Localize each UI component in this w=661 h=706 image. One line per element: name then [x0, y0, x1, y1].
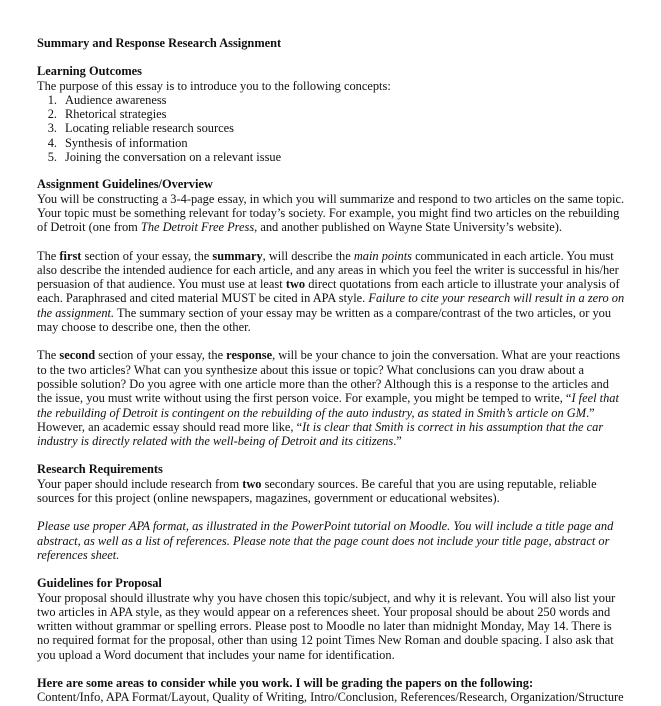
- document-page: [37, 36, 627, 705]
- list-number: 3.: [47, 121, 57, 136]
- text-run: .” However, an academic essay should read more like, “: [37, 405, 595, 434]
- list-item-text: Locating reliable research sources: [65, 121, 234, 136]
- list-item-text: Audience awareness: [65, 92, 167, 107]
- grading-heading: Here are some areas to consider while you work. I will be grading the papers on the following:: [37, 675, 534, 690]
- list-item: [37, 150, 627, 164]
- emphasis-main-points: main points: [353, 248, 412, 263]
- text-run: , will be your chance to join the conversation. What are your reactions to the two articles? What can you synthesize about this issue or topic? What conclusions can you draw about a possible solution? Do you agree with one article more than the other? Although this is a response to the articles and the issue, you must write without using the first person voice. For example, you might be temped to write, “: [37, 348, 621, 406]
- emphasis-response: response: [226, 348, 273, 363]
- list-item: [37, 93, 627, 107]
- text-run: .”: [393, 434, 402, 449]
- text-run: communicated in each article. You must also describe the intended audience for each article, and any areas in which you feel the writer is successful in his/her persuasion of that audience. You must use at least: [37, 248, 619, 292]
- list-number: 1.: [47, 92, 57, 107]
- example-quote-academic: It is clear that Smith is correct in his assumption that the car industry is directly related with the well-being of Detroit and its citizens: [37, 419, 604, 449]
- overview-paragraph-topic: [37, 192, 627, 235]
- grading-criteria: Content/Info, APA Format/Layout, Quality of Writing, Intro/Conclusion, References/Research, Organization/Structure: [37, 690, 624, 705]
- list-item-text: Rhetorical strategies: [65, 107, 167, 122]
- emphasis-two: two: [242, 476, 262, 491]
- text-run: The summary section of your essay may be written as a compare/contrast of the two articles, or you may choose to describe one, then the other.: [37, 305, 612, 335]
- document-title: Summary and Response Research Assignment: [37, 36, 282, 50]
- emphasis-second: second: [59, 348, 96, 363]
- text-run: , and another published on Wayne State University’s website).: [254, 220, 562, 235]
- emphasis-summary: summary: [212, 248, 263, 263]
- text-run: section of your essay, the: [95, 348, 227, 363]
- citation-warning: Failure to cite your research will result in a zero on the assignment.: [37, 291, 625, 320]
- emphasis-two: two: [285, 277, 306, 292]
- learning-outcomes-list: [37, 93, 627, 164]
- list-number: 5.: [47, 150, 57, 165]
- list-number: 4.: [47, 135, 57, 150]
- emphasis-first: first: [59, 248, 82, 263]
- list-item: [37, 121, 627, 135]
- overview-paragraph-response: [37, 348, 627, 448]
- text-run: , will describe the: [262, 248, 354, 263]
- overview-paragraph-summary: [37, 249, 627, 335]
- list-item: [37, 107, 627, 121]
- list-item-text: Synthesis of information: [65, 135, 188, 150]
- apa-format-note: [37, 519, 627, 562]
- research-requirements-heading: Research Requirements: [37, 462, 163, 477]
- example-quote-first-person: I feel that the rebuilding of Detroit is contingent on the rebuilding of the auto industry, as stated in Smith’s article on GM: [37, 391, 619, 420]
- research-paragraph: [37, 477, 627, 506]
- proposal-paragraph: Your proposal should illustrate why you have chosen this topic/subject, and why it is relevant. You will also list your two articles in APA style, as they would appear on a references sheet. Your proposal should be about 250 words and written without grammar or spelling errors. Please post to Moodle no later than midnight Monday, May 14. There is no required format for the proposal, other than using 12 point Times New Roman and double spacing. I also ask that you upload a Word document that includes your name for identification.: [37, 590, 616, 662]
- text-run: section of your essay, the: [81, 248, 213, 263]
- text-run: You will be constructing a 3-4-page essay, in which you will summarize and respond to two articles on the same topic. Your topic must be something relevant for today’s society. For example, you might find two articles on the rebuilding of Detroit (one from: [37, 191, 625, 235]
- newspaper-title: The Detroit Free Press: [140, 220, 255, 235]
- text-run: The: [37, 348, 60, 363]
- list-number: 2.: [47, 107, 57, 122]
- text-run: secondary sources. Be careful that you are using reputable, reliable sources for this project (online newspapers, magazines, government or educational websites).: [37, 476, 597, 506]
- apa-format-text: Please use proper APA format, as illustrated in the PowerPoint tutorial on Moodle. You will include a title page and abstract, as well as a list of references. Please note that the page count does not include your title page, abstract or references sheet.: [37, 519, 614, 562]
- text-run: direct quotations from each article to illustrate your analysis of each. Paraphrased and cited material MUST be cited in APA style.: [37, 277, 620, 306]
- list-item-text: Joining the conversation on a relevant issue: [65, 150, 282, 165]
- list-item: [37, 136, 627, 150]
- proposal-guidelines-heading: Guidelines for Proposal: [37, 576, 162, 591]
- text-run: The: [37, 248, 60, 263]
- learning-outcomes-intro: The purpose of this essay is to introduce you to the following concepts:: [37, 78, 391, 93]
- learning-outcomes-heading: Learning Outcomes: [37, 64, 142, 79]
- text-run: Your paper should include research from: [37, 476, 243, 491]
- guidelines-overview-heading: Assignment Guidelines/Overview: [37, 177, 213, 192]
